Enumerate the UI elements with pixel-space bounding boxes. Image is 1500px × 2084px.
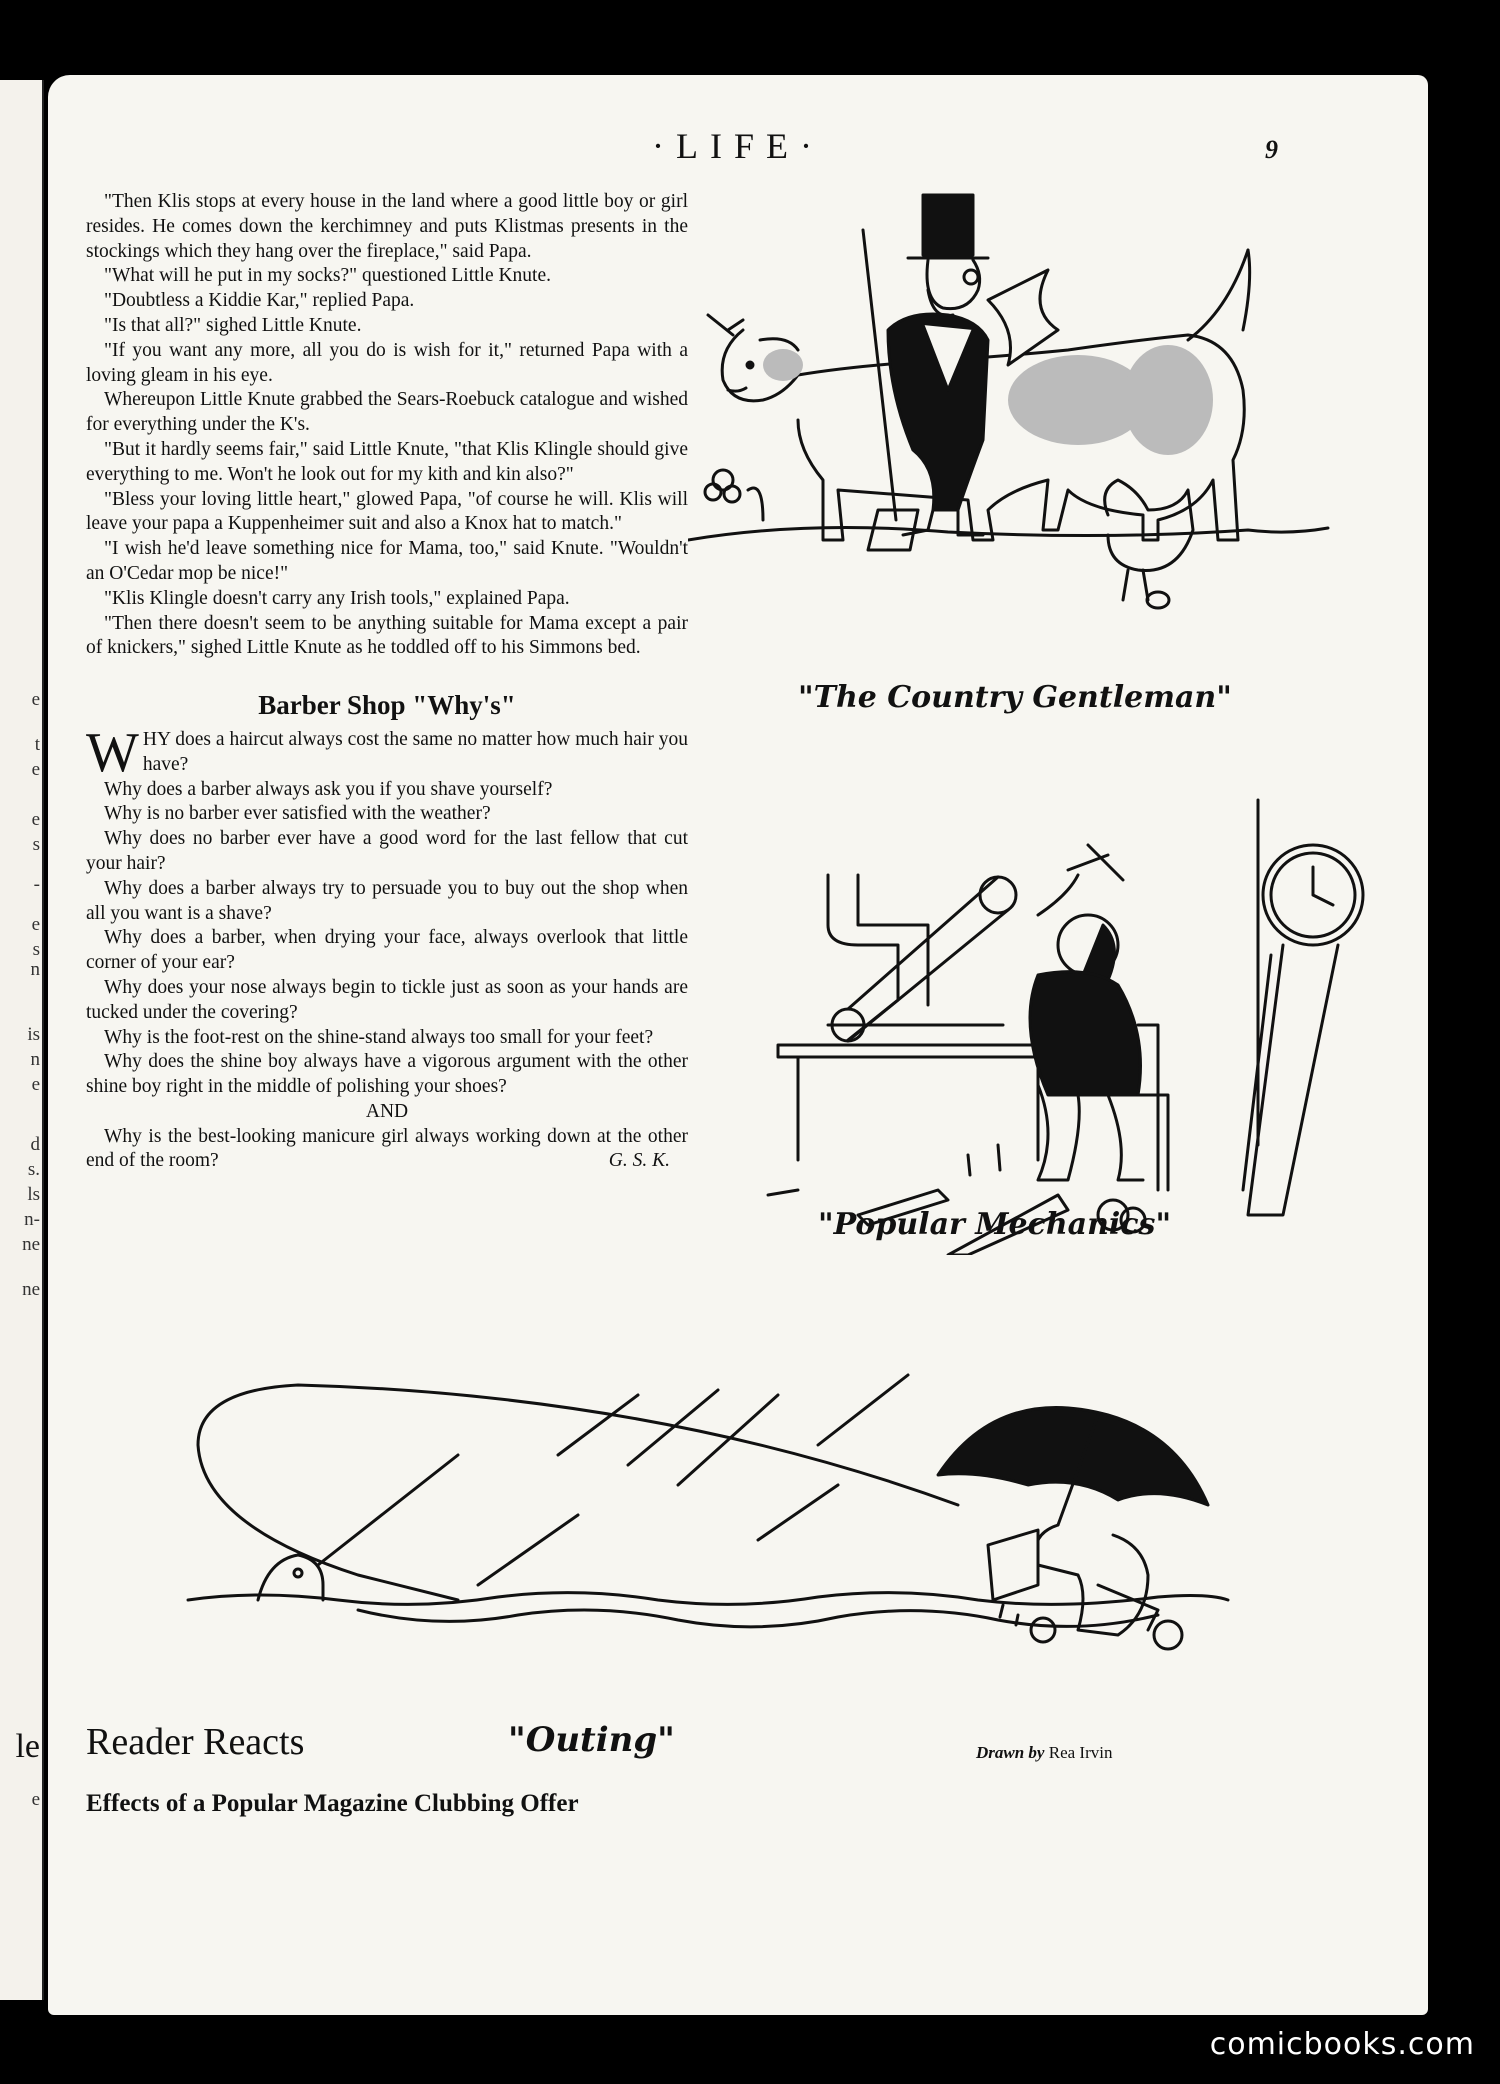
barber-line: Why does no barber ever have a good word for the last fellow that cut your hair? — [86, 828, 688, 874]
magazine-page — [48, 75, 1428, 2015]
story-paragraph: "What will he put in my socks?" questioned Little Knute. — [104, 265, 552, 287]
story-paragraph: "Bless your loving little heart," glowed Papa, "of course he will. Klis will leave your papa a Kuppenheimer suit and also a Knox hat to match." — [86, 488, 688, 535]
fragment: ls — [27, 1184, 40, 1205]
popular-mechanics-cartoon — [738, 795, 1408, 1255]
fragment: le — [15, 1728, 40, 1765]
barber-line: Why does your nose always begin to tickle just as soon as your hands are tucked under the covering? — [86, 976, 688, 1023]
artist-credit — [976, 1743, 1112, 1763]
outing-cartoon — [158, 1335, 1338, 1695]
story-paragraph: Whereupon Little Knute grabbed the Sears-Roebuck catalogue and wished for everything under the K's. — [86, 389, 688, 436]
country-gentleman-cartoon — [688, 190, 1408, 730]
credit-prefix: Drawn by — [976, 1743, 1045, 1762]
watermark: comicbooks.com — [1209, 2027, 1475, 2062]
barber-article — [86, 721, 688, 1174]
fragment: n — [30, 1049, 40, 1070]
fragment: n — [30, 959, 40, 980]
story-paragraph: "Doubtless a Kiddie Kar," replied Papa. — [104, 290, 415, 312]
text-column — [86, 190, 688, 1174]
credit-name: Rea Irvin — [1048, 1743, 1113, 1762]
barber-line: Why does a barber always try to persuade you to buy out the shop when all you want is a shave? — [86, 877, 688, 924]
fragment: t — [34, 734, 40, 755]
signature: G. S. K. — [608, 1150, 670, 1172]
fragment: - — [33, 874, 40, 895]
fragment: is — [27, 1024, 40, 1045]
fragment: e — [31, 1074, 40, 1095]
story-paragraph: "I wish he'd leave something nice for Mama, too," said Knute. "Wouldn't an O'Cedar mop be nice!" — [86, 538, 688, 584]
fragment: s. — [27, 1159, 40, 1180]
drop-cap: W — [86, 721, 139, 784]
barber-last-line — [86, 1125, 688, 1175]
reader-reacts-heading: Reader Reacts — [86, 1721, 305, 1763]
barber-line: Why is no barber ever satisfied with the weather? — [104, 803, 491, 825]
story-paragraph: "Then there doesn't seem to be anything suitable for Mama except a pair of knickers," sighed Little Knute as he toddled off to his Simmons bed. — [86, 612, 688, 659]
story-paragraph: "But it hardly seems fair," said Little Knute, "that Klis Klingle should give everything to me. Won't he look out for my kith and kin also?" — [86, 438, 688, 485]
story-paragraph: "If you want any more, all you do is wish for it," returned Papa with a loving gleam in his eye. — [86, 339, 688, 386]
barber-and: AND — [365, 1100, 409, 1122]
caption-outing: "Outing" — [508, 1720, 675, 1760]
story-paragraph: "Is that all?" sighed Little Knute. — [104, 314, 362, 336]
barber-line: Why is the foot-rest on the shine-stand always too small for your feet? — [104, 1026, 654, 1048]
masthead: ·LIFE· — [652, 126, 824, 166]
story-paragraph: "Klis Klingle doesn't carry any Irish tools," explained Papa. — [104, 587, 570, 609]
barber-last-text: Why is the best-looking manicure girl always working down at the other end of the room? — [86, 1125, 688, 1172]
barber-line: Why does a barber, when drying your face, always overlook that little corner of your ear? — [86, 927, 688, 974]
caption-popular-mechanics: "Popular Mechanics" — [818, 1207, 1172, 1242]
barber-line: Why does the shine boy always have a vigorous argument with the other shine boy right in the middle of polishing your shoes? — [86, 1051, 688, 1098]
barber-first-paragraph — [86, 721, 688, 784]
page-number: 9 — [1265, 135, 1278, 164]
barber-first-text: HY does a haircut always cost the same no matter how much hair you have? — [142, 728, 688, 775]
fragment: n- — [24, 1209, 40, 1230]
caption-country-gentleman: "The Country Gentleman" — [798, 680, 1232, 715]
fragment: e — [31, 809, 40, 830]
story — [86, 190, 688, 661]
fragment: e — [31, 689, 40, 710]
barber-heading: Barber Shop "Why's" — [258, 690, 516, 721]
fragment: e — [31, 914, 40, 935]
fragment: ne — [22, 1234, 40, 1255]
fragment: s — [32, 939, 40, 960]
story-paragraph: "Then Klis stops at every house in the land where a good little boy or girl resides. He comes down the kerchimney and puts Klistmas presents in the stockings which they hang over the fireplace," said Papa. — [86, 191, 688, 262]
fragment: e — [31, 1789, 40, 1810]
fragment: d — [30, 1134, 40, 1155]
fragment: s — [32, 834, 40, 855]
effects-heading: Effects of a Popular Magazine Clubbing Offer — [86, 1790, 579, 1817]
barber-line: Why does a barber always ask you if you shave yourself? — [104, 778, 553, 800]
fragment: e — [31, 759, 40, 780]
fragment: ne — [22, 1279, 40, 1300]
facing-page-edge — [0, 80, 44, 2000]
